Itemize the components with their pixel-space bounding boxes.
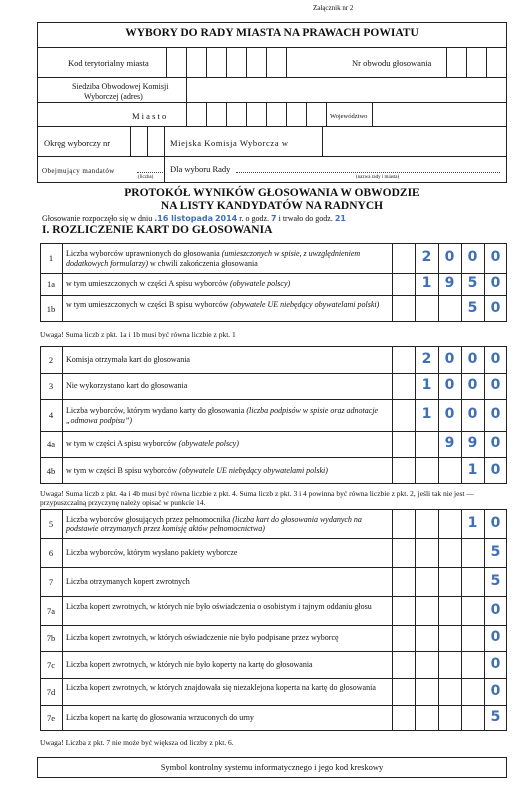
digit-cell[interactable]: 9: [444, 275, 455, 291]
row-description: Liczba kopert na kartę do głosowania wrzuconych do urny: [66, 713, 254, 722]
row-description: Liczba kopert zwrotnych, w których nie było oświadczenia o osobistym i tajnym oddaniu głosu: [66, 601, 372, 611]
digit-cell[interactable]: 0: [444, 377, 455, 393]
row-number: 4b: [46, 465, 56, 476]
digit-cell[interactable]: 1: [467, 514, 478, 531]
group3-col-divider: [392, 509, 393, 731]
uwaga-2: Uwaga! Suma liczb z pkt. 4a i 4b musi być równa liczbie z pkt. 4. Suma liczb z pkt. 3 i 4 powinna być równa liczbie z pkt. 2, jeśli tak nie jest — przypuszczalną przyczynę należy opisać w punkcie 14.: [40, 489, 474, 507]
group3-col-divider: [62, 509, 63, 731]
digit-cell[interactable]: 5: [490, 709, 501, 725]
start-mid: r. o godz.: [239, 214, 270, 223]
group2-col-divider: [62, 346, 63, 484]
digit-cell[interactable]: 1: [421, 377, 432, 393]
row-number: 7d: [46, 686, 56, 697]
end-hour: 21: [334, 214, 346, 223]
row-number: 2: [48, 354, 54, 365]
kod-label: Kod terytorialny miasta: [68, 58, 149, 68]
row-number: 4: [48, 410, 54, 420]
digit-cell[interactable]: 0: [490, 435, 501, 451]
digit-cell[interactable]: 0: [490, 461, 501, 478]
group3-row-divider: [40, 678, 507, 679]
digit-cell[interactable]: 9: [467, 435, 478, 451]
digit-cell[interactable]: 0: [467, 377, 478, 393]
digit-cell[interactable]: 5: [467, 275, 478, 291]
row-description: w tym w części A spisu wyborców (obywatele polscy): [66, 439, 239, 448]
digit-cell[interactable]: 5: [490, 572, 501, 589]
row-number: 7b: [46, 633, 56, 643]
form-title: WYBORY DO RADY MIASTA NA PRAWACH POWIATU: [125, 27, 419, 39]
group3-row-divider: [40, 651, 507, 652]
digit-cell[interactable]: 0: [490, 350, 501, 367]
digit-cell[interactable]: 9: [444, 435, 455, 451]
group2-row-divider: [40, 399, 507, 400]
row-description: Liczba kopert zwrotnych, w których znajdowała się niezaklejona koperta na kartę do głosowania: [66, 682, 376, 692]
start-date: 16 listopada: [157, 214, 213, 223]
digit-cell[interactable]: 0: [444, 350, 455, 367]
row-description: Liczba kopert zwrotnych, w których oświadczenie nie było podpisane przez wyborcę: [66, 633, 339, 642]
group2-row-divider: [40, 457, 507, 458]
digit-cell[interactable]: 0: [490, 275, 501, 291]
row-description: Liczba wyborców, którym wysłano pakiety wyborcze: [66, 547, 238, 557]
row-number: 5: [48, 518, 54, 529]
row-description: Liczba wyborców uprawnionych do głosowania (umieszczonych w spisie, z uwzględnieniem dodatkowych formularzy) w chwili zakończenia głosowania: [66, 249, 361, 268]
row-number: 1b: [46, 303, 56, 314]
nazwa-note: (nazwa rady i miasta): [356, 175, 400, 180]
digit-cell[interactable]: 0: [467, 406, 478, 422]
row-description: Nie wykorzystano kart do głosowania: [66, 381, 188, 390]
row-number: 6: [48, 547, 54, 558]
digit-cell[interactable]: 0: [467, 249, 478, 265]
uwaga-1: Uwaga! Suma liczb z pkt. 1a i 1b musi być równa liczbie z pkt. 1: [40, 330, 236, 339]
group2-col-divider: [392, 346, 393, 484]
digit-cell[interactable]: 0: [490, 514, 501, 531]
protocol-title-1: PROTOKÓŁ WYNIKÓW GŁOSOWANIA W OBWODZIE: [124, 187, 420, 199]
group3-table: [40, 509, 507, 731]
dla-wyboru-label: Dla wyboru Rady: [170, 164, 231, 174]
row-number: 7a: [46, 605, 56, 616]
row-description: w tym w części B spisu wyborców (obywatele UE niebędący obywatelami polski): [66, 465, 328, 475]
section-title: I. ROZLICZENIE KART DO GŁOSOWANIA: [42, 224, 273, 236]
start-prefix: Głosowanie rozpoczęło się w dniu: [42, 214, 153, 223]
digit-cell[interactable]: 0: [490, 406, 501, 422]
footer-text: Symbol kontrolny systemu informatycznego i jego kod kreskowy: [160, 762, 384, 772]
liczba-note: (liczba): [138, 175, 154, 180]
uwaga-3: Uwaga! Liczba z pkt. 7 nie może być większa od liczby z pkt. 6.: [40, 738, 234, 747]
group2-row-divider: [40, 373, 507, 374]
digit-cell[interactable]: 0: [490, 249, 501, 265]
digit-cell[interactable]: 1: [421, 275, 432, 291]
digit-cell[interactable]: 2: [421, 350, 432, 367]
group3-row-divider: [40, 705, 507, 706]
row-description: Liczba wyborców, którym wydano karty do głosowania (liczba podpisów w spisie oraz adnotacje „odmowa podpisu”): [66, 406, 379, 425]
digit-cell[interactable]: 0: [490, 629, 501, 645]
row-number: 1: [48, 253, 54, 263]
group1-row-divider: [40, 273, 507, 274]
wojewodztwo-label: Województwo: [330, 113, 368, 120]
digit-cell[interactable]: 0: [490, 377, 501, 393]
digit-cell[interactable]: 5: [490, 543, 501, 560]
digit-cell[interactable]: 0: [490, 682, 501, 699]
group1-col-divider: [62, 243, 63, 322]
row-description: Liczba otrzymanych kopert zwrotnych: [66, 576, 190, 586]
group2-row-divider: [40, 431, 507, 432]
row-number: 1a: [46, 279, 56, 289]
nr-obwodu-label: Nr obwodu głosowania: [352, 58, 432, 68]
digit-cell[interactable]: 1: [421, 406, 432, 422]
okreg-label: Okręg wyborczy nr: [44, 138, 111, 148]
row-description: w tym umieszczonych w części B spisu wyborców (obywatele UE niebędący obywatelami polski): [66, 299, 380, 309]
row-number: 7: [48, 576, 54, 587]
group3-row-divider: [40, 567, 507, 568]
digit-cell[interactable]: 0: [490, 655, 501, 672]
start-hour: 7: [271, 214, 277, 223]
group3-row-divider: [40, 538, 507, 539]
start-line: Głosowanie rozpoczęło się w dniu .16 listopada 2014 r. o godz. 7 i trwało do godz. 21: [42, 214, 346, 223]
digit-cell[interactable]: 0: [490, 299, 501, 316]
group1-row-divider: [40, 295, 507, 296]
row-number: 7c: [46, 659, 56, 670]
start-year: 2014: [214, 214, 238, 223]
digit-cell[interactable]: 2: [421, 249, 432, 265]
mandaty-label: Obejmujący mandatów: [42, 167, 115, 175]
attachment-label: Załącznik nr 2: [313, 4, 354, 12]
digit-cell[interactable]: 5: [467, 299, 478, 316]
group3-digit-divider: [438, 509, 439, 731]
digit-cell[interactable]: 0: [467, 350, 478, 367]
miejska-label: Miejska Komisja Wyborcza w: [170, 138, 289, 148]
siedziba-label-2: Wyborczej (adres): [84, 92, 143, 101]
siedziba-label-1: Siedziba Obwodowej Komisji: [72, 82, 169, 91]
protocol-title-2: NA LISTY KANDYDATÓW NA RADNYCH: [160, 200, 384, 212]
digit-cell[interactable]: 0: [444, 249, 455, 265]
digit-cell[interactable]: 0: [490, 601, 501, 618]
row-description: Liczba wyborców głosujących przez pełnomocnika (liczba kart do głosowania wydanych na podstawie otrzymanych przez komisję aktów pełnomocnictwa): [66, 514, 362, 533]
row-number: 7e: [46, 713, 56, 723]
group3-row-divider: [40, 625, 507, 626]
miasto-label: M i a s t o: [132, 111, 167, 121]
group1-col-divider: [392, 243, 393, 322]
digit-cell[interactable]: 1: [467, 461, 478, 478]
row-number: 3: [48, 381, 54, 391]
row-number: 4a: [46, 439, 56, 449]
row-description: w tym umieszczonych w części A spisu wyborców (obywatele polscy): [66, 279, 291, 288]
group3-row-divider: [40, 596, 507, 597]
group3-digit-divider: [461, 509, 462, 731]
row-description: Komisja otrzymała kart do głosowania: [66, 354, 190, 364]
digit-cell[interactable]: 0: [444, 406, 455, 422]
group3-digit-divider: [415, 509, 416, 731]
end-mid: i trwało do godz.: [278, 214, 333, 223]
row-description: Liczba kopert zwrotnych, w których nie było koperty na kartę do głosowania: [66, 659, 313, 669]
